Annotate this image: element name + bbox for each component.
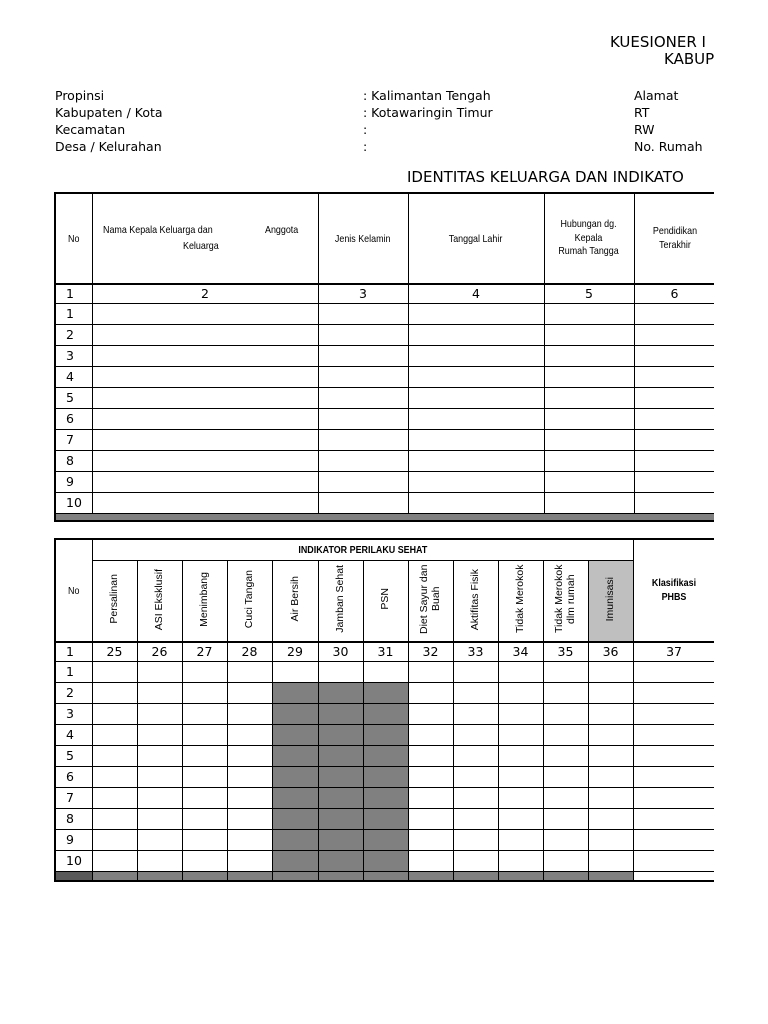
data-cell	[363, 829, 408, 850]
header-indicator-11: Imunisasi	[588, 560, 633, 642]
data-cell	[227, 787, 272, 808]
info-value-desa: :	[363, 139, 368, 154]
data-cell	[633, 703, 714, 724]
footer-cell	[272, 871, 318, 881]
table-row	[55, 345, 714, 366]
data-cell	[227, 724, 272, 745]
data-cell	[272, 766, 318, 787]
number-cell: 30	[318, 642, 363, 661]
number-cell: 33	[453, 642, 498, 661]
data-cell	[634, 324, 714, 345]
data-cell	[318, 408, 408, 429]
number-cell: 3	[318, 284, 408, 303]
data-cell	[363, 850, 408, 871]
table-row	[55, 303, 714, 324]
header-indicator-9: Tidak Merokok	[498, 560, 543, 642]
data-cell	[318, 787, 363, 808]
data-cell	[408, 850, 453, 871]
data-cell	[543, 829, 588, 850]
data-cell	[227, 661, 272, 682]
data-cell	[318, 303, 408, 324]
data-cell	[408, 408, 544, 429]
data-cell	[92, 429, 318, 450]
number-cell: 26	[137, 642, 182, 661]
number-cell: 34	[498, 642, 543, 661]
header-indicator-3: Cuci Tangan	[227, 560, 272, 642]
data-cell	[634, 429, 714, 450]
number-cell: 36	[588, 642, 633, 661]
info-label-no-rumah: No. Rumah	[634, 139, 703, 154]
number-row-2	[55, 642, 714, 661]
data-cell	[92, 850, 137, 871]
data-cell	[318, 366, 408, 387]
data-cell	[634, 366, 714, 387]
data-cell	[498, 850, 543, 871]
data-cell	[363, 724, 408, 745]
data-cell	[588, 703, 633, 724]
row-number: 4	[55, 724, 92, 745]
data-cell	[544, 471, 634, 492]
table-row	[55, 366, 714, 387]
info-label-propinsi: Propinsi	[55, 88, 105, 103]
header-tanggal-lahir: Tanggal Lahir	[408, 193, 544, 284]
data-cell	[137, 850, 182, 871]
footer-cell	[318, 871, 363, 881]
table-footer-2	[55, 871, 714, 881]
data-cell	[633, 745, 714, 766]
data-cell	[588, 766, 633, 787]
data-cell	[363, 703, 408, 724]
document-subtitle: KABUP	[664, 50, 715, 68]
header-indicator-4: Air Bersih	[272, 560, 318, 642]
data-cell	[92, 408, 318, 429]
data-cell	[363, 682, 408, 703]
data-cell	[544, 303, 634, 324]
data-cell	[92, 387, 318, 408]
data-cell	[363, 766, 408, 787]
data-cell	[272, 829, 318, 850]
footer-cell	[227, 871, 272, 881]
data-cell	[408, 682, 453, 703]
data-cell	[633, 808, 714, 829]
data-cell	[92, 450, 318, 471]
data-cell	[92, 724, 137, 745]
data-cell	[634, 387, 714, 408]
data-cell	[227, 766, 272, 787]
table-footer	[55, 513, 714, 521]
data-cell	[453, 808, 498, 829]
data-cell	[182, 661, 227, 682]
number-cell: 32	[408, 642, 453, 661]
data-cell	[182, 808, 227, 829]
data-cell	[182, 850, 227, 871]
data-cell	[408, 724, 453, 745]
data-cell	[318, 324, 408, 345]
data-cell	[408, 661, 453, 682]
table-row	[55, 661, 714, 682]
data-cell	[498, 829, 543, 850]
data-cell	[453, 682, 498, 703]
data-cell	[182, 682, 227, 703]
data-cell	[543, 808, 588, 829]
data-cell	[363, 808, 408, 829]
data-cell	[92, 787, 137, 808]
indicator-table	[54, 538, 714, 882]
data-cell	[227, 682, 272, 703]
row-number: 7	[55, 429, 92, 450]
row-number: 3	[55, 703, 92, 724]
footer-cell	[453, 871, 498, 881]
row-number: 6	[55, 408, 92, 429]
table-row	[55, 703, 714, 724]
data-cell	[498, 808, 543, 829]
data-cell	[408, 324, 544, 345]
footer-cell	[137, 871, 182, 881]
data-cell	[272, 724, 318, 745]
info-label-alamat: Alamat	[634, 88, 679, 103]
data-cell	[544, 429, 634, 450]
number-cell: 1	[55, 284, 92, 303]
data-cell	[633, 787, 714, 808]
row-number: 10	[55, 850, 92, 871]
data-cell	[588, 724, 633, 745]
header-no-2: No	[55, 539, 92, 642]
header-indicator-0: Persalinan	[92, 560, 137, 642]
data-cell	[318, 745, 363, 766]
data-cell	[543, 787, 588, 808]
table-row	[55, 724, 714, 745]
data-cell	[543, 682, 588, 703]
table-row	[55, 471, 714, 492]
data-cell	[543, 745, 588, 766]
data-cell	[318, 724, 363, 745]
data-cell	[498, 661, 543, 682]
row-number: 1	[55, 303, 92, 324]
table-row	[55, 808, 714, 829]
footer-cell	[498, 871, 543, 881]
data-cell	[544, 450, 634, 471]
row-number: 5	[55, 745, 92, 766]
header-indicator-1: ASI Eksklusif	[137, 560, 182, 642]
data-cell	[588, 808, 633, 829]
number-cell: 4	[408, 284, 544, 303]
data-cell	[92, 766, 137, 787]
data-cell	[633, 829, 714, 850]
data-cell	[92, 808, 137, 829]
data-cell	[498, 787, 543, 808]
data-cell	[318, 661, 363, 682]
data-cell	[588, 661, 633, 682]
row-number: 4	[55, 366, 92, 387]
row-number: 8	[55, 450, 92, 471]
data-cell	[318, 808, 363, 829]
data-cell	[588, 829, 633, 850]
data-cell	[227, 808, 272, 829]
data-cell	[634, 345, 714, 366]
footer-cell	[55, 871, 92, 881]
data-cell	[318, 387, 408, 408]
data-cell	[634, 408, 714, 429]
data-cell	[544, 345, 634, 366]
data-cell	[272, 787, 318, 808]
data-cell	[137, 661, 182, 682]
data-cell	[408, 787, 453, 808]
data-cell	[227, 703, 272, 724]
data-cell	[92, 829, 137, 850]
info-label-kecamatan: Kecamatan	[55, 122, 126, 137]
row-number: 2	[55, 324, 92, 345]
header-indicator-8: Aktifitas Fisik	[453, 560, 498, 642]
table-row	[55, 787, 714, 808]
data-cell	[543, 703, 588, 724]
number-cell: 5	[544, 284, 634, 303]
data-cell	[498, 766, 543, 787]
info-label-rt: RT	[634, 105, 650, 120]
data-cell	[272, 703, 318, 724]
header-klasifikasi: Klasifikasi PHBS	[633, 539, 714, 642]
data-cell	[182, 829, 227, 850]
document-title: KUESIONER I	[610, 33, 706, 51]
header-pendidikan: Pendidikan Terakhir	[634, 193, 714, 284]
data-cell	[408, 429, 544, 450]
data-cell	[408, 387, 544, 408]
data-cell	[137, 829, 182, 850]
data-cell	[543, 661, 588, 682]
data-cell	[318, 682, 363, 703]
data-cell	[498, 745, 543, 766]
data-cell	[408, 808, 453, 829]
data-cell	[633, 850, 714, 871]
data-cell	[453, 745, 498, 766]
table-row	[55, 450, 714, 471]
data-cell	[408, 366, 544, 387]
header-hubungan: Hubungan dg. Kepala Rumah Tangga	[544, 193, 634, 284]
number-cell: 29	[272, 642, 318, 661]
data-cell	[634, 492, 714, 513]
data-cell	[453, 766, 498, 787]
data-cell	[137, 682, 182, 703]
data-cell	[543, 850, 588, 871]
data-cell	[137, 724, 182, 745]
data-cell	[453, 787, 498, 808]
row-number: 2	[55, 682, 92, 703]
table-row	[55, 408, 714, 429]
header-nama: Nama Kepala Keluarga dan Anggota Keluarga	[92, 193, 318, 284]
data-cell	[318, 471, 408, 492]
number-cell: 27	[182, 642, 227, 661]
info-value-kecamatan: :	[363, 122, 368, 137]
data-cell	[453, 724, 498, 745]
data-cell	[363, 661, 408, 682]
data-cell	[633, 661, 714, 682]
identity-table	[54, 192, 714, 522]
data-cell	[498, 682, 543, 703]
data-cell	[498, 703, 543, 724]
data-cell	[633, 766, 714, 787]
info-label-rw: RW	[634, 122, 655, 137]
number-cell: 31	[363, 642, 408, 661]
data-cell	[137, 703, 182, 724]
table-row	[55, 324, 714, 345]
info-value-kabupaten: : Kotawaringin Timur	[363, 105, 493, 120]
data-cell	[182, 787, 227, 808]
table-row	[55, 766, 714, 787]
data-cell	[137, 766, 182, 787]
row-number: 10	[55, 492, 92, 513]
data-cell	[408, 703, 453, 724]
row-number: 8	[55, 808, 92, 829]
header-indicator-2: Menimbang	[182, 560, 227, 642]
data-cell	[588, 787, 633, 808]
footer-cell	[543, 871, 588, 881]
data-cell	[92, 471, 318, 492]
footer-cell	[182, 871, 227, 881]
data-cell	[318, 829, 363, 850]
data-cell	[92, 682, 137, 703]
data-cell	[588, 850, 633, 871]
number-cell: 2	[92, 284, 318, 303]
data-cell	[363, 787, 408, 808]
data-cell	[182, 724, 227, 745]
data-cell	[318, 345, 408, 366]
data-cell	[408, 303, 544, 324]
data-cell	[92, 345, 318, 366]
table-row	[55, 682, 714, 703]
data-cell	[633, 682, 714, 703]
data-cell	[318, 450, 408, 471]
data-cell	[92, 366, 318, 387]
data-cell	[544, 387, 634, 408]
data-cell	[318, 429, 408, 450]
header-indicator-5: Jamban Sehat	[318, 560, 363, 642]
data-cell	[453, 829, 498, 850]
data-cell	[318, 850, 363, 871]
number-cell: 28	[227, 642, 272, 661]
header-no: No	[55, 193, 92, 284]
data-cell	[92, 303, 318, 324]
data-cell	[453, 661, 498, 682]
row-number: 3	[55, 345, 92, 366]
header-jenis-kelamin: Jenis Kelamin	[318, 193, 408, 284]
footer-cell	[363, 871, 408, 881]
data-cell	[137, 745, 182, 766]
data-cell	[408, 829, 453, 850]
data-cell	[408, 766, 453, 787]
footer-cell	[588, 871, 633, 881]
data-cell	[227, 745, 272, 766]
data-cell	[544, 492, 634, 513]
data-cell	[634, 450, 714, 471]
data-cell	[182, 703, 227, 724]
row-number: 7	[55, 787, 92, 808]
info-label-desa: Desa / Kelurahan	[55, 139, 162, 154]
header-indicator-10: Tidak Merokok dlm rumah	[543, 560, 588, 642]
info-label-kabupaten: Kabupaten / Kota	[55, 105, 163, 120]
table-row	[55, 850, 714, 871]
data-cell	[272, 745, 318, 766]
data-cell	[137, 808, 182, 829]
data-cell	[408, 492, 544, 513]
data-cell	[137, 787, 182, 808]
data-cell	[92, 324, 318, 345]
data-cell	[318, 766, 363, 787]
data-cell	[408, 450, 544, 471]
footer-cell	[408, 871, 453, 881]
number-cell: 6	[634, 284, 714, 303]
data-cell	[634, 303, 714, 324]
data-cell	[588, 745, 633, 766]
number-cell: 25	[92, 642, 137, 661]
data-cell	[543, 766, 588, 787]
table-row	[55, 387, 714, 408]
footer-cell	[92, 871, 137, 881]
data-cell	[182, 745, 227, 766]
data-cell	[92, 492, 318, 513]
data-cell	[318, 492, 408, 513]
data-cell	[544, 408, 634, 429]
data-cell	[498, 724, 543, 745]
data-cell	[363, 745, 408, 766]
header-indicator-6: PSN	[363, 560, 408, 642]
data-cell	[92, 745, 137, 766]
header-indikator: INDIKATOR PERILAKU SEHAT	[92, 539, 633, 560]
header-indicator-7: Diet Sayur dan Buah	[408, 560, 453, 642]
data-cell	[633, 724, 714, 745]
data-cell	[408, 345, 544, 366]
number-cell: 35	[543, 642, 588, 661]
info-value-propinsi: : Kalimantan Tengah	[363, 88, 491, 103]
row-number: 6	[55, 766, 92, 787]
data-cell	[272, 808, 318, 829]
data-cell	[272, 682, 318, 703]
data-cell	[272, 661, 318, 682]
data-cell	[227, 850, 272, 871]
data-cell	[92, 703, 137, 724]
data-cell	[227, 829, 272, 850]
table-row	[55, 745, 714, 766]
data-cell	[544, 366, 634, 387]
section-title: IDENTITAS KELUARGA DAN INDIKATO	[407, 168, 684, 186]
data-cell	[588, 682, 633, 703]
data-cell	[453, 703, 498, 724]
data-cell	[182, 766, 227, 787]
row-number: 1	[55, 661, 92, 682]
data-cell	[408, 471, 544, 492]
table-row	[55, 429, 714, 450]
footer-cell	[633, 871, 714, 881]
row-number: 5	[55, 387, 92, 408]
row-number: 9	[55, 829, 92, 850]
number-cell: 1	[55, 642, 92, 661]
number-row	[55, 284, 714, 303]
data-cell	[453, 850, 498, 871]
data-cell	[272, 850, 318, 871]
data-cell	[634, 471, 714, 492]
data-cell	[318, 703, 363, 724]
data-cell	[544, 324, 634, 345]
row-number: 9	[55, 471, 92, 492]
number-cell: 37	[633, 642, 714, 661]
data-cell	[92, 661, 137, 682]
data-cell	[408, 745, 453, 766]
table-row	[55, 829, 714, 850]
data-cell	[543, 724, 588, 745]
table-row	[55, 492, 714, 513]
